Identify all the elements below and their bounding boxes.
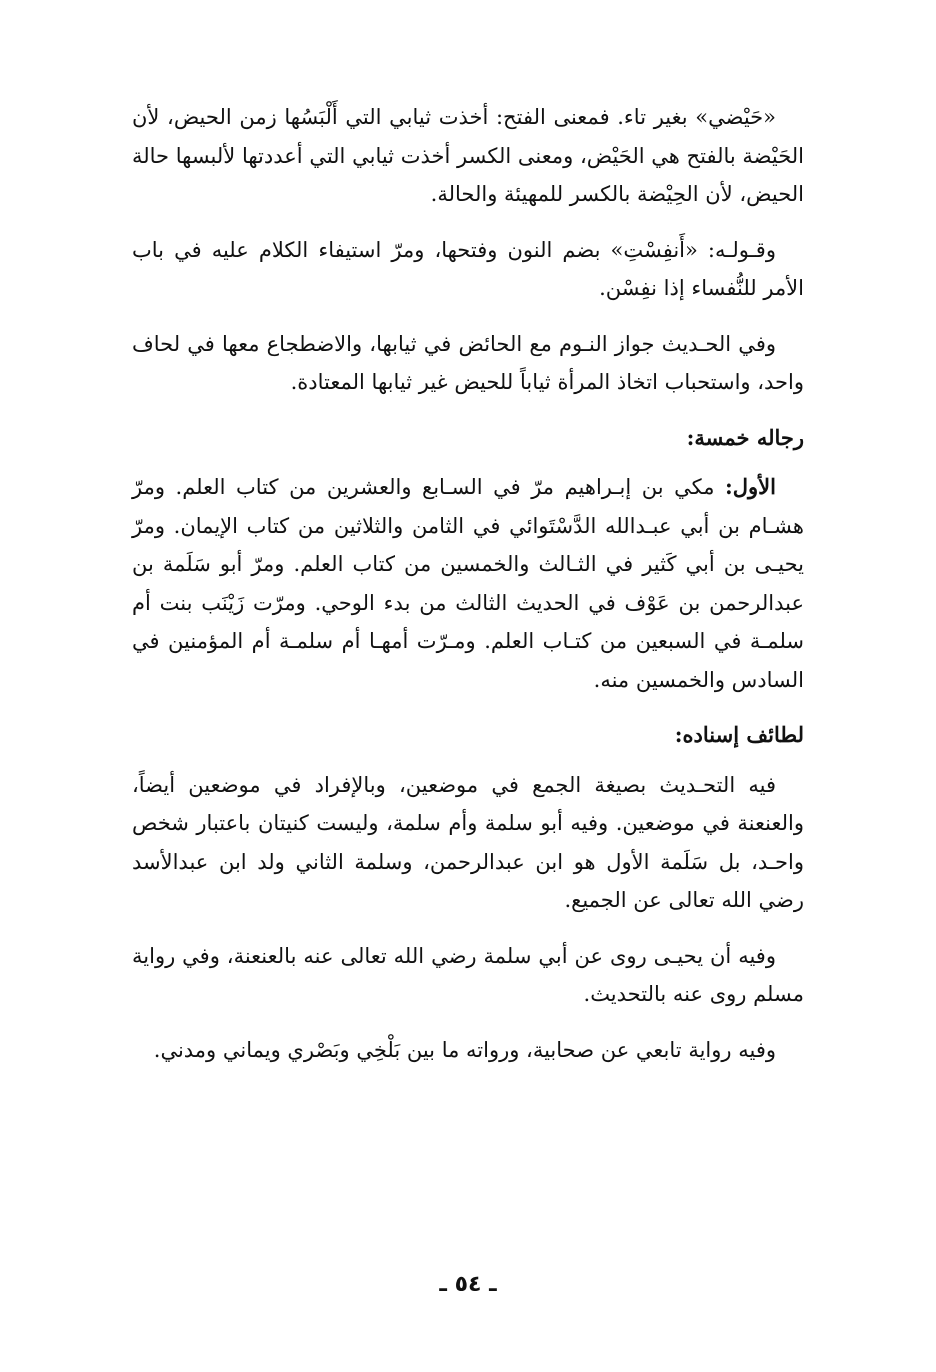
rijal-text: مكي بن إبـراهيم مرّ في السـابع والعشرين من كتاب العلم. ومرّ هشـام بن أبي عبـدالله الدَّسْتَوائي في الثامن والثلاثين من كتاب الإيمان. ومرّ يحيـى بن أبي كَثير في الثـالث والخمسين من كتاب العلم. ومرّ أبو سَلَمة بن عبدالرحمن بن عَوْف في الحديث الثالث من بدء الوحي. ومرّت زَيْنَب بنت أم سلمـة في السبعين من كتـاب العلم. ومـرّت أمهـا أم سلمـة أم المؤمنين في السادس والخمسين منه. — [132, 475, 804, 692]
rijal-lead: الأول: — [725, 474, 776, 499]
paragraph-lataif-2: وفيه أن يحيـى روى عن أبي سلمة رضي الله تعالى عنه بالعنعنة، وفي رواية مسلم روى عنه بالتحديث. — [132, 943, 804, 1006]
paragraph-lataif-1: فيه التحـديث بصيغة الجمع في موضعين، وبالإفراد في موضعين أيضاً، والعنعنة في موضعين. وفيه أبو سلمة وأم سلمة، وليست كنيتان باعتبار شخص واحـد، بل سَلَمة الأول هو ابن عبدالرحمن، وسلمة الثاني ولد ابن عبدالأسد رضي الله تعالى عن الجميع. — [132, 772, 804, 912]
paragraph-anfisti: وقـولـه: «أَنفِسْتِ» بضم النون وفتحها، ومرّ استيفاء الكلام عليه في باب الأمر للنُّفساء إذا نفِسْن. — [132, 237, 804, 300]
lataif-heading: لطائف إسناده: — [674, 722, 804, 747]
paragraph-lataif-3: وفيه رواية تابعي عن صحابية، ورواته ما بين بَلْخِي وبَصْري ويماني ومدني. — [153, 1037, 776, 1062]
paragraph-rijal — [132, 468, 804, 699]
page-number: ـ ٥٤ ـ — [439, 1272, 497, 1297]
paragraph-hadith-benefits: وفي الحـديث جواز النـوم مع الحائض في ثيابها، والاضطجاع معها في لحاف واحد، واستحباب اتخاذ المرأة ثياباً للحيض غير ثيابها المعتادة. — [132, 331, 804, 394]
paragraph-hayd-explanation: «حَيْضي» بغير تاء. فمعنى الفتح: أخذت ثيابي التي أَلْبَسُها زمن الحيض، لأن الحَيْضة بالفتح هي الحَيْض، ومعنى الكسر أخذت ثيابي التي أعددتها لألبسها حالة الحيض، لأن الحِيْضة بالكسر للمهيئة والحالة. — [132, 105, 804, 206]
rijal-heading: رجاله خمسة: — [686, 424, 804, 450]
page-body — [132, 98, 804, 1086]
